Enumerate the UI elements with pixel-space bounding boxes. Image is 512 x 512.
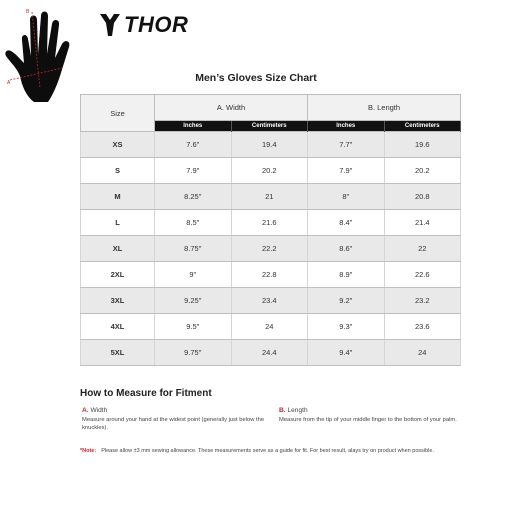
size-cell: S [81, 158, 155, 184]
width-inches-cell: 8.25" [155, 184, 232, 210]
chart-title: Men’s Gloves Size Chart [195, 72, 317, 84]
table-row [81, 314, 461, 340]
table-row [81, 210, 461, 236]
width-cm-cell: 22.8 [231, 262, 308, 288]
width-inches-cell: 9" [155, 262, 232, 288]
table-row [81, 340, 461, 366]
width-inches-cell: 7.9" [155, 158, 232, 184]
width-label: Width [90, 407, 108, 414]
width-group-header: A. Width [155, 95, 308, 121]
length-cm-cell: 22 [384, 236, 461, 262]
size-cell: XL [81, 236, 155, 262]
width-cm-cell: 22.2 [231, 236, 308, 262]
table-row [81, 288, 461, 314]
width-inches-cell: 9.5" [155, 314, 232, 340]
note-text: Please allow ±3 mm sewing allowance. These measurements serve as a guide for fit. For best result, alays try on product when possible. [101, 448, 434, 454]
table-row [81, 158, 461, 184]
width-inches-cell: 8.5" [155, 210, 232, 236]
length-letter: B. [279, 407, 286, 414]
size-header: Size [81, 95, 155, 132]
length-cm-cell: 20.8 [384, 184, 461, 210]
length-description: Measure from the tip of your middle finger to the bottom of your palm. [279, 416, 457, 423]
width-inches-cell: 9.25" [155, 288, 232, 314]
note-label: *Note: [80, 448, 97, 454]
length-inches-cell: 9.3" [308, 314, 385, 340]
measure-heading: How to Measure for Fitment [80, 388, 212, 399]
table-row [81, 262, 461, 288]
sewing-allowance-note [80, 448, 450, 456]
length-inches-cell: 8.6" [308, 236, 385, 262]
table-row [81, 132, 461, 158]
width-cm-cell: 24.4 [231, 340, 308, 366]
length-cm-cell: 23.6 [384, 314, 461, 340]
width-cm-cell: 19.4 [231, 132, 308, 158]
size-cell: 2XL [81, 262, 155, 288]
length-cm-cell: 23.2 [384, 288, 461, 314]
size-cell: 4XL [81, 314, 155, 340]
brand-logo [100, 14, 188, 36]
width-description-line-2: knuckles). [82, 424, 109, 431]
length-cm-cell: 19.6 [384, 132, 461, 158]
length-inches-cell: 7.9" [308, 158, 385, 184]
length-group-header: B. Length [308, 95, 461, 121]
length-inches-header: Inches [308, 121, 385, 132]
size-cell: M [81, 184, 155, 210]
length-cm-cell: 20.2 [384, 158, 461, 184]
size-cell: 5XL [81, 340, 155, 366]
size-cell: XS [81, 132, 155, 158]
length-cm-cell: 22.6 [384, 262, 461, 288]
size-chart-table [80, 94, 461, 366]
width-cm-cell: 21.6 [231, 210, 308, 236]
length-instruction-label [279, 407, 479, 416]
width-inches-cell: 8.75" [155, 236, 232, 262]
length-instruction [279, 407, 479, 425]
hand-label-a: A [7, 80, 11, 86]
width-cm-header: Centimeters [231, 121, 308, 132]
length-inches-cell: 9.4" [308, 340, 385, 366]
width-letter: A. [82, 407, 89, 414]
thor-mark-icon [100, 14, 120, 36]
glove-hand-illustration [4, 6, 90, 104]
size-cell: L [81, 210, 155, 236]
width-cm-cell: 20.2 [231, 158, 308, 184]
width-instruction-label [82, 407, 272, 416]
hand-label-b: B [26, 9, 30, 15]
length-inches-cell: 9.2" [308, 288, 385, 314]
width-instruction [82, 407, 272, 433]
table-row [81, 236, 461, 262]
length-cm-header: Centimeters [384, 121, 461, 132]
table-row [81, 184, 461, 210]
length-inches-cell: 8.4" [308, 210, 385, 236]
width-inches-cell: 9.75" [155, 340, 232, 366]
length-inches-cell: 7.7" [308, 132, 385, 158]
length-inches-cell: 8" [308, 184, 385, 210]
length-inches-cell: 8.9" [308, 262, 385, 288]
width-inches-cell: 7.6" [155, 132, 232, 158]
width-inches-header: Inches [155, 121, 232, 132]
length-label: Length [287, 407, 308, 414]
length-cm-cell: 21.4 [384, 210, 461, 236]
width-cm-cell: 24 [231, 314, 308, 340]
hand-silhouette [5, 12, 69, 103]
width-cm-cell: 23.4 [231, 288, 308, 314]
width-cm-cell: 21 [231, 184, 308, 210]
brand-wordmark: THOR [124, 12, 189, 37]
length-cm-cell: 24 [384, 340, 461, 366]
size-cell: 3XL [81, 288, 155, 314]
width-description-line-1: Measure around your hand at the widest point (generally just below the [82, 416, 265, 423]
